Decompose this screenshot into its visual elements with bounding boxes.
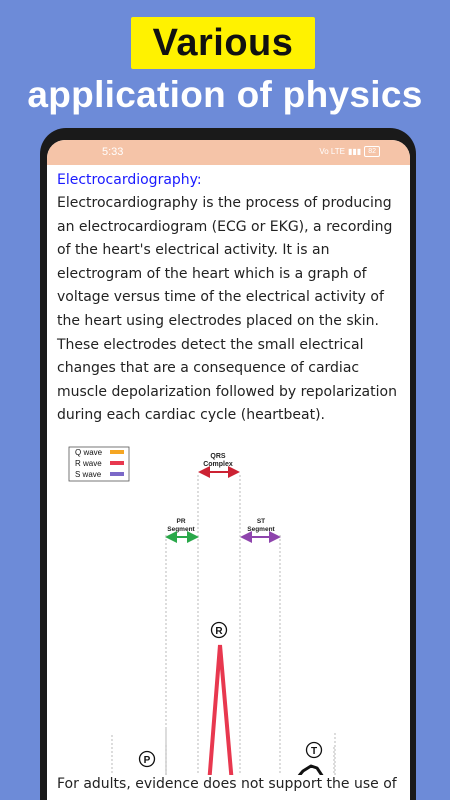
p-marker <box>140 752 155 767</box>
article-content <box>47 165 410 428</box>
ecg-trace <box>69 766 377 775</box>
t-label: T <box>310 746 318 757</box>
qrs-label-line1: QRS <box>210 453 226 460</box>
st-segment-line2: Segment <box>247 526 275 533</box>
status-bar <box>47 140 410 165</box>
banner-subtitle: application of physics <box>27 74 423 115</box>
ecg-diagram <box>47 435 410 775</box>
phone-screen[interactable] <box>47 140 410 800</box>
st-segment-line1: ST <box>256 518 266 525</box>
banner-title-box <box>131 17 315 69</box>
legend-s-label: S wave <box>75 470 102 479</box>
battery-icon: 82 <box>364 146 380 157</box>
qrs-label-line2: Complex <box>203 461 233 468</box>
pr-segment-line1: PR <box>176 518 186 525</box>
article-paragraph: Electrocardiography is the process of producing an electrocardiogram (ECG or EKG), a recording of the heart's electrical activity. It is an electrogram of the heart which is a graph of voltage versus time of the electrical activity of the heart using electrodes placed on the skin. These electrodes detect the small electrical changes that are a consequence of cardiac muscle depolarization followed by repolarization during each cardiac cycle (heartbeat). <box>57 195 397 424</box>
ecg-legend <box>69 447 129 481</box>
legend-q-label: Q wave <box>75 448 103 457</box>
section-title: Electrocardiography: <box>57 172 202 188</box>
banner-title: Various <box>152 21 294 64</box>
r-marker <box>212 623 227 638</box>
article-footer-text: For adults, evidence does not support the use of <box>57 776 397 792</box>
status-time: 5:33 <box>102 146 124 158</box>
status-icons <box>319 146 380 157</box>
legend-r-label: R wave <box>75 459 102 468</box>
r-label: R <box>215 626 223 637</box>
signal-icon: Vo LTE <box>319 147 345 156</box>
t-marker <box>307 743 322 758</box>
wifi-icon: ▮▮▮ <box>347 147 362 156</box>
p-label: P <box>143 755 151 766</box>
pr-segment-line2: Segment <box>167 526 195 533</box>
r-wave <box>208 645 233 775</box>
